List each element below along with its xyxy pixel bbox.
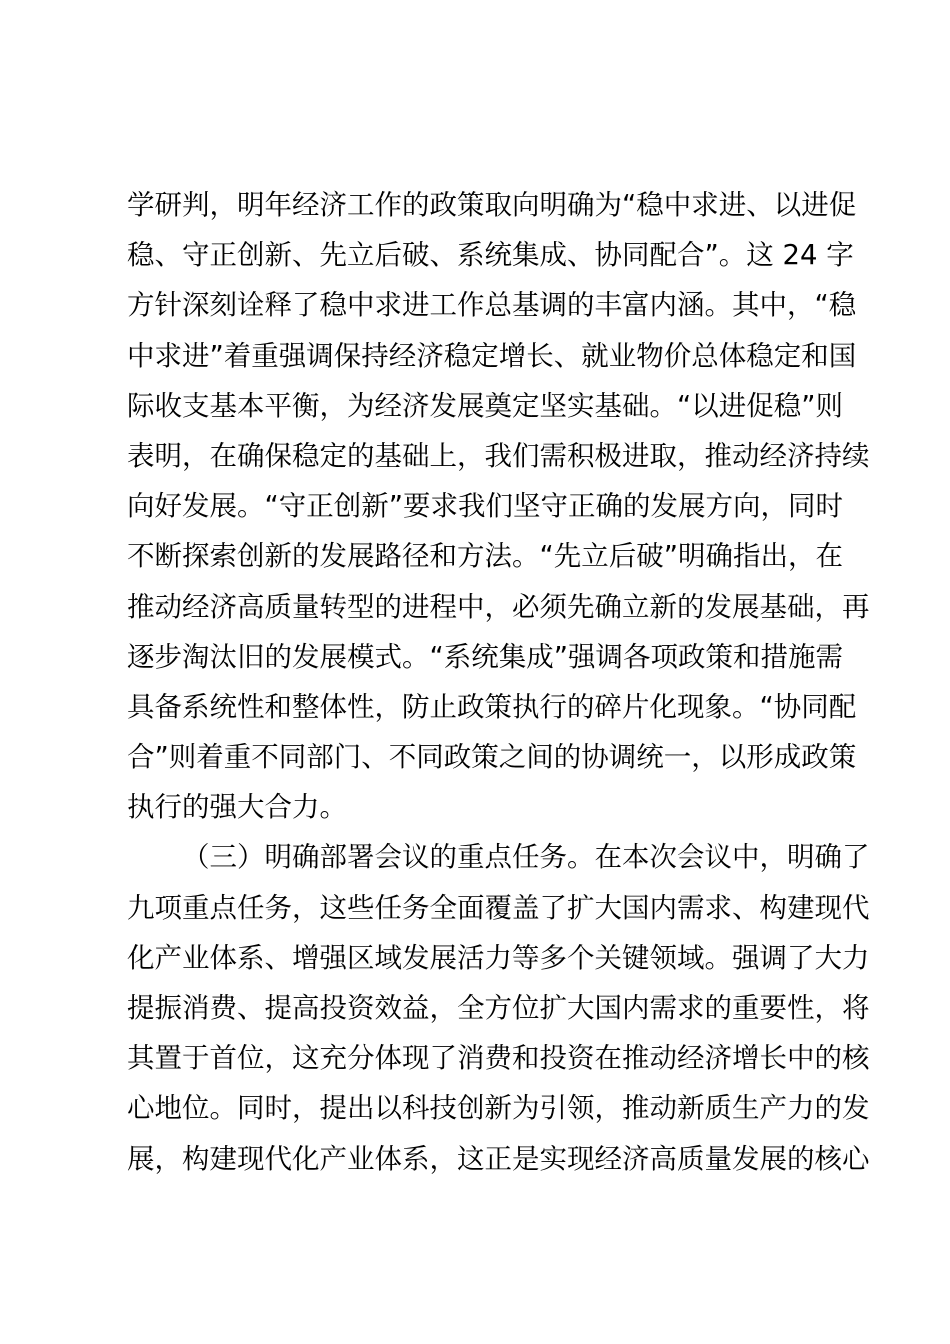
text-line: 向好发展。“守正创新”要求我们坚守正确的发展方向，同时 — [127, 490, 843, 523]
text-line: 心地位。同时，提出以科技创新为引领，推动新质生产力的发 — [127, 1092, 870, 1125]
text-line: 具备系统性和整体性，防止政策执行的碎片化现象。“协同配 — [127, 690, 857, 723]
text-line: 际收支基本平衡，为经济发展奠定坚实基础。“以进促稳”则 — [127, 389, 843, 422]
text-line: 推动经济高质量转型的进程中，必须先确立新的发展基础，再 — [127, 590, 870, 623]
text-line: 化产业体系、增强区域发展活力等多个关键领域。强调了大力 — [127, 941, 870, 974]
body-text — [127, 180, 870, 1184]
section-heading-line: （三）明确部署会议的重点任务。在本次会议中，明确了 — [182, 841, 870, 874]
text-line: 其置于首位，这充分体现了消费和投资在推动经济增长中的核 — [127, 1042, 870, 1075]
text-line: 合”则着重不同部门、不同政策之间的协调统一，以形成政策 — [127, 741, 857, 774]
text-line: 表明，在确保稳定的基础上，我们需积极进取，推动经济持续 — [127, 439, 870, 472]
text-line: 逐步淘汰旧的发展模式。“系统集成”强调各项政策和措施需 — [127, 640, 843, 673]
text-line: 执行的强大合力。 — [127, 791, 347, 824]
text-line: 提振消费、提高投资效益，全方位扩大国内需求的重要性，将 — [127, 992, 870, 1024]
text-line: 展，构建现代化产业体系，这正是实现经济高质量发展的核心 — [127, 1142, 870, 1175]
text-line: 九项重点任务，这些任务全面覆盖了扩大国内需求、构建现代 — [127, 891, 870, 924]
text-line: 学研判，明年经济工作的政策取向明确为“稳中求进、以进促 — [127, 189, 857, 221]
text-line: 不断探索创新的发展路径和方法。“先立后破”明确指出，在 — [127, 540, 843, 573]
text-line: 方针深刻诠释了稳中求进工作总基调的丰富内涵。其中，“稳 — [127, 289, 857, 322]
text-line: 稳、守正创新、先立后破、系统集成、协同配合”。这 24 字 — [127, 239, 854, 272]
text-line: 中求进”着重强调保持经济稳定增长、就业物价总体稳定和国 — [127, 339, 857, 372]
